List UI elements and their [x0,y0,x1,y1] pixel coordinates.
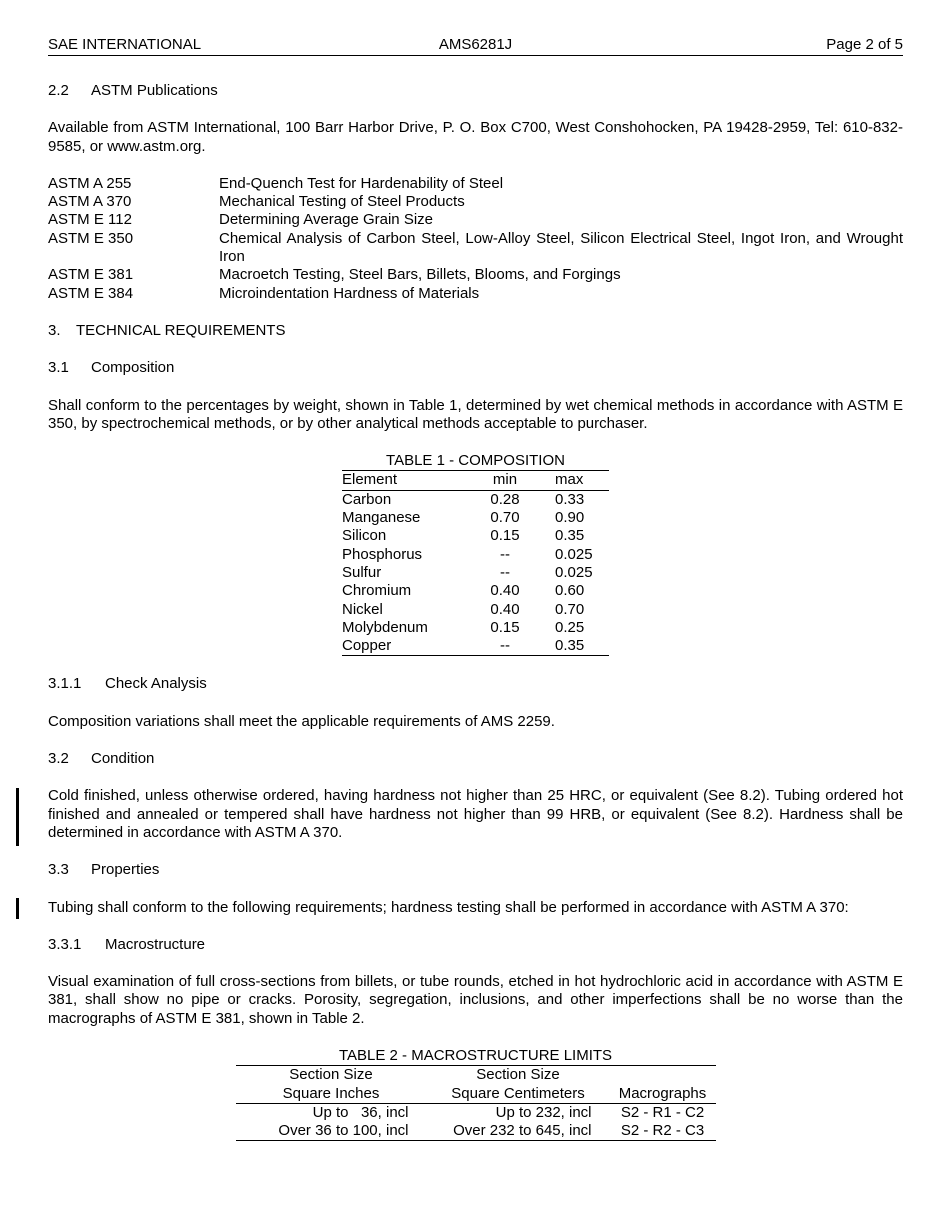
reference-item [48,230,903,267]
table-header-row: Square Inches Square Centimeters Macrographs [236,1085,716,1104]
reference-item [48,175,903,193]
reference-title: Determining Average Grain Size [219,211,433,229]
section-heading: 3.2 Condition [48,750,155,768]
section-heading: 3.1.1 Check Analysis [48,675,207,693]
table-caption: TABLE 2 - MACROSTRUCTURE LIMITS [338,1046,613,1064]
reference-title: Chemical Analysis of Carbon Steel, Low-Alloy Steel, Silicon Electrical Steel, Ingot Iron, and Wrought Iron [219,229,903,266]
reference-item [48,266,903,284]
reference-code: ASTM E 381 [48,266,134,284]
table-row: Up to 36, incl Up to 232, incl S2 - R1 - C2 [312,1103,705,1121]
table-row: Molybdenum 0.15 0.25 [342,618,585,636]
section-heading: 2.2 ASTM Publications [48,82,218,99]
section-heading: 3.1 Composition [48,359,175,377]
reference-code: ASTM A 255 [48,174,132,192]
table-header-row: Element min max [342,471,609,490]
reference-title: Mechanical Testing of Steel Products [219,193,465,211]
section-heading: 3. TECHNICAL REQUIREMENTS [48,321,286,339]
reference-item [48,211,903,229]
reference-code: ASTM A 370 [48,193,132,211]
header-doc-number: AMS6281J [438,36,513,53]
table-row: Copper -- 0.35 [342,637,585,655]
document-page [48,36,903,1141]
page-header [48,36,903,56]
reference-code: ASTM E 112 [48,211,132,229]
table-caption: TABLE 1 - COMPOSITION [386,452,565,470]
reference-item [48,193,903,211]
reference-title: End-Quench Test for Hardenability of Steel [219,174,504,192]
reference-code: ASTM E 350 [48,229,134,247]
paragraph: Cold finished, unless otherwise ordered, having hardness not higher than 25 HRC, or equivalent (See 8.2). Tubing ordered hot finished and annealed or tempered shall have hardness not higher than 99 HRB, or equivalent (See 8.2). Hardness shall be determined in accordance with ASTM A 370. [48,787,903,841]
table-row: Chromium 0.40 0.60 [342,582,585,600]
table-row: Manganese 0.70 0.90 [342,509,585,527]
paragraph: Available from ASTM International, 100 Barr Harbor Drive, P. O. Box C700, West Conshohocken, PA 19428-2959, Tel: 610-832-9585, or www.astm.org. [48,119,903,155]
table-header-row: Section Size Section Size [289,1066,560,1084]
reference-list [48,175,903,303]
table-row: Sulfur -- 0.025 [342,563,593,581]
paragraph: Composition variations shall meet the applicable requirements of AMS 2259. [48,712,555,730]
reference-item [48,285,903,303]
macrostructure-table [236,1047,716,1141]
table-row: Phosphorus -- 0.025 [342,545,593,563]
revision-bar [16,898,19,919]
section-heading: 3.3 Properties [48,861,160,879]
composition-table [342,452,609,656]
header-page-number: Page 2 of 5 [826,36,903,53]
header-org: SAE INTERNATIONAL [48,36,202,53]
table-row: Silicon 0.15 0.35 [342,527,585,545]
reference-title: Microindentation Hardness of Materials [219,284,480,302]
paragraph: Visual examination of full cross-sections from billets, or tube rounds, etched in hot hydrochloric acid in accordance with ASTM E 381, shall show no pipe or cracks. Porosity, segregation, inclusions, and other imperfections shall be no worse than the macrographs of ASTM E 381, shown in Table 2. [48,973,903,1027]
reference-code: ASTM E 384 [48,284,134,302]
table-row: Over 36 to 100, incl Over 232 to 645, incl S2 - R2 - C3 [278,1122,705,1140]
reference-title: Macroetch Testing, Steel Bars, Billets, Blooms, and Forgings [219,266,621,284]
table-row: Carbon 0.28 0.33 [342,490,585,508]
paragraph: Shall conform to the percentages by weight, shown in Table 1, determined by wet chemical methods in accordance with ASTM E 350, by spectrochemical methods, or by other analytical methods acceptable to purchaser. [48,396,903,432]
section-heading: 3.3.1 Macrostructure [48,935,206,953]
revision-bar [16,788,19,846]
paragraph: Tubing shall conform to the following requirements; hardness testing shall be performed in accordance with ASTM A 370: [48,898,849,916]
table-row: Nickel 0.40 0.70 [342,600,585,618]
